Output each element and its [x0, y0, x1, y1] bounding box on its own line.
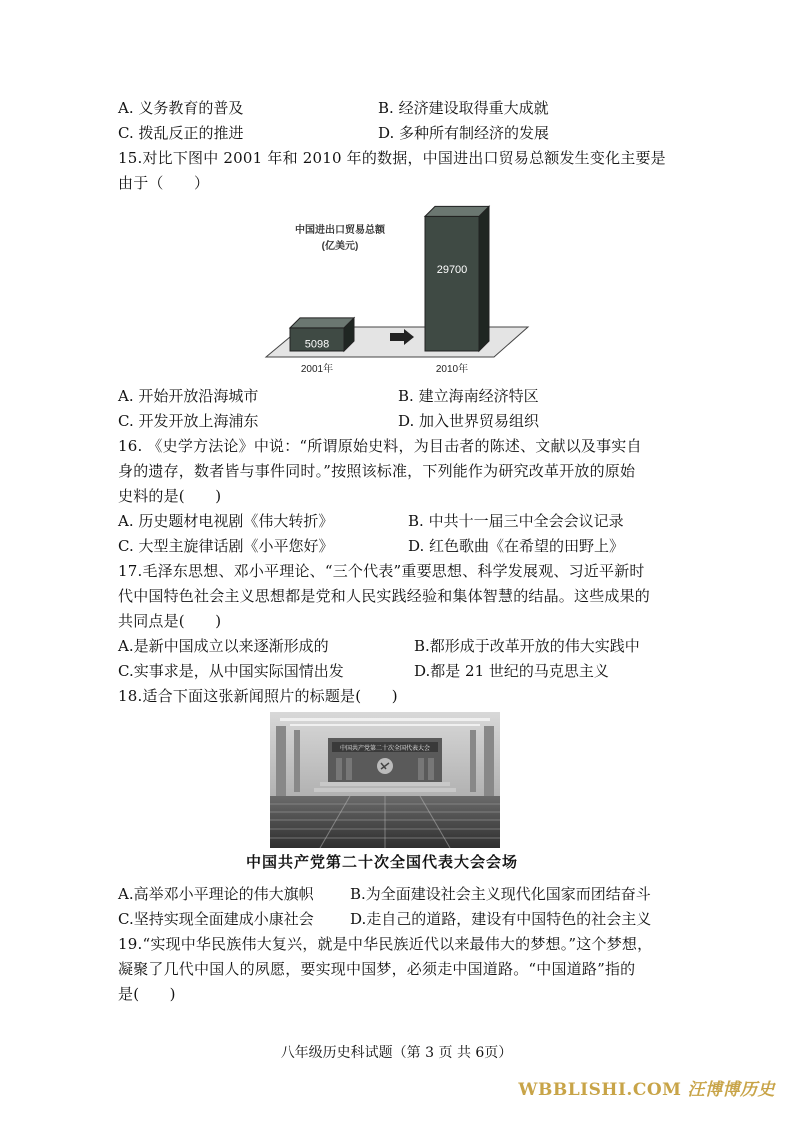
q16-option-b: B. 中共十一届三中全会会议记录 — [408, 512, 624, 530]
q17-stem-line1: 17.毛泽东思想、邓小平理论、“三个代表”重要思想、科学发展观、习近平新时 — [118, 562, 645, 580]
prev-option-a: A. 义务教育的普及 — [118, 99, 244, 117]
watermark-calligraphy: 汪博博历史 — [687, 1080, 775, 1100]
q16-stem-line3: 史料的是( ) — [118, 487, 222, 505]
q18-option-c: C.坚持实现全面建成小康社会 — [118, 910, 314, 928]
q19-stem-line3: 是( ) — [118, 985, 176, 1003]
chart-title: 中国进出口贸易总额 — [295, 225, 385, 236]
q17-option-c: C.实事求是，从中国实际国情出发 — [118, 662, 344, 680]
chart-bar — [425, 216, 479, 351]
page-footer: 八年级历史科试题（第 3 页 共 6页） — [280, 1045, 513, 1061]
chart-category-label: 2010年 — [435, 364, 469, 375]
q18-option-d: D.走自己的道路，建设有中国特色的社会主义 — [350, 910, 652, 928]
chart-value-label: 29700 — [436, 263, 468, 276]
chart-value-label: 5098 — [304, 338, 330, 351]
q17-option-d: D.都是 21 世纪的马克思主义 — [414, 662, 609, 680]
q16-stem-line2: 身的遗存，数者皆与事件同时。”按照该标准，下列能作为研究改革开放的原始 — [118, 462, 636, 480]
prev-option-b: B. 经济建设取得重大成就 — [378, 99, 549, 117]
chart-bar-side — [479, 206, 489, 351]
q16-option-a: A. 历史题材电视剧《伟大转折》 — [118, 512, 334, 530]
congress-photo — [270, 712, 500, 848]
chart-bar-top — [425, 206, 489, 216]
q15-option-c: C. 开发开放上海浦东 — [118, 412, 259, 430]
chart-unit: (亿美元) — [321, 241, 359, 252]
q15-stem-line2: 由于（ ） — [118, 174, 210, 192]
chart-category-label: 2001年 — [300, 364, 334, 375]
q17-option-a: A.是新中国成立以来逐渐形成的 — [118, 637, 329, 655]
photo-banner: 中国共产党第二十次全国代表大会 — [339, 745, 431, 752]
q16-option-d: D. 红色歌曲《在希望的田野上》 — [408, 537, 625, 555]
trade-chart — [262, 205, 532, 385]
q16-option-c: C. 大型主旋律话剧《小平您好》 — [118, 537, 334, 555]
photo-caption: 中国共产党第二十次全国代表大会会场 — [246, 853, 519, 871]
q19-stem-line1: 19.“实现中华民族伟大复兴，就是中华民族近代以来最伟大的梦想。”这个梦想， — [118, 935, 653, 953]
q17-stem-line2: 代中国特色社会主义思想都是党和人民实践经验和集体智慧的结晶。这些成果的 — [118, 587, 651, 605]
q15-option-d: D. 加入世界贸易组织 — [398, 412, 540, 430]
prev-option-d: D. 多种所有制经济的发展 — [378, 124, 550, 142]
prev-option-c: C. 拨乱反正的推进 — [118, 124, 244, 142]
chart-bar-top — [290, 318, 354, 328]
q17-option-b: B.都形成于改革开放的伟大实践中 — [414, 637, 640, 655]
q18-option-b: B.为全面建设社会主义现代化国家而团结奋斗 — [350, 885, 651, 903]
watermark — [518, 1075, 775, 1100]
q18-option-a: A.高举邓小平理论的伟大旗帜 — [118, 885, 314, 903]
q17-stem-line3: 共同点是( ) — [118, 612, 222, 630]
q19-stem-line2: 凝聚了几代中国人的夙愿，要实现中国梦，必须走中国道路。“中国道路”指的 — [118, 960, 636, 978]
q18-stem: 18.适合下面这张新闻照片的标题是( ) — [118, 687, 398, 705]
q15-option-a: A. 开始开放沿海城市 — [118, 387, 259, 405]
watermark-site: WBBLISHI.COM — [518, 1080, 682, 1100]
q15-option-b: B. 建立海南经济特区 — [398, 387, 539, 405]
q16-stem-line1: 16. 《史学方法论》中说：“所谓原始史料，为目击者的陈述、文献以及事实自 — [118, 437, 642, 455]
q15-stem-line1: 15.对比下图中 2001 年和 2010 年的数据，中国进出口贸易总额发生变化主要是 — [118, 149, 666, 167]
